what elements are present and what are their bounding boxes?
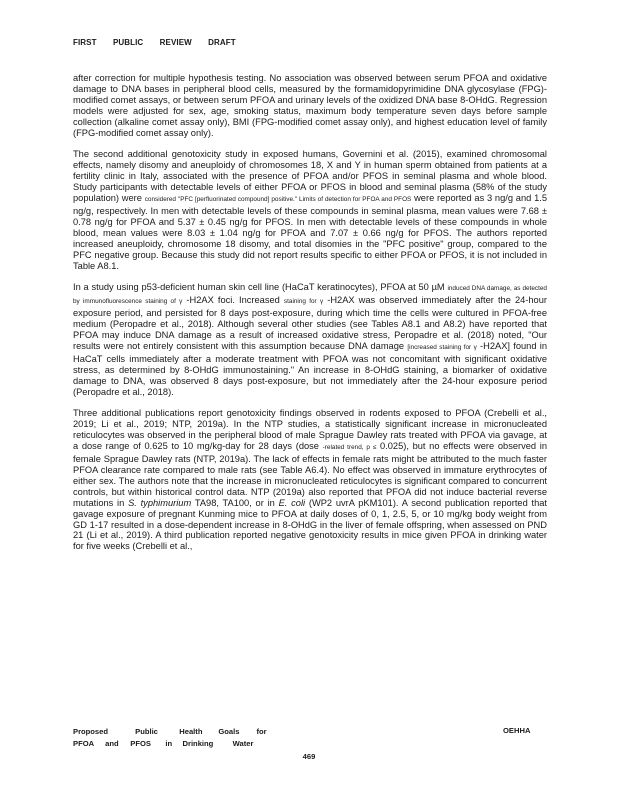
footer-document-title: Proposed Public Health Goals for PFOA and PFOS in Drinking Water [73,727,267,748]
draft-header [73,38,250,47]
species-name: S. typhimurium [128,497,192,508]
header-word: REVIEW [159,38,192,47]
small-inline-text: staining for γ [283,298,324,306]
document-body [73,73,547,563]
header-word: FIRST [73,38,97,47]
paragraph-governini-study: The second additional genotoxicity study in exposed humans, Governini et al. (2015), examined chromosomal effects, namely disomy and aneuploidy of chromosomes 18, X and Y in human sperm obtained from patients at a fertility clinic in Italy, associated with the presence of PFOA and/or PFOS in seminal plasma and whole blood. Study participants with detectable levels of either PFOA or PFOS in blood and seminal plasma (58% of the study population) were considered "PFC [perfluorinated compound] positive." Limits of detection for PFOA and PFOS were reported as 3 ng/g and 1.5 ng/g, respectively. In men with detectable levels of these compounds in seminal plasma, mean values were 7.68 ± 0.78 ng/g for PFOA and 5.37 ± 0.45 ng/g for PFOS. In men with detectable levels of these compounds in whole blood, mean values were 8.03 ± 1.04 ng/g for PFOA and 7.07 ± 0.66 ng/g for PFOS. The authors reported increased aneuploidy, chromosome 18 disomy, and total disomies in the "PFC positive" group, compared to the PFC negative group. Because this study did not report results specific to either PFOA or PFOS, it is not included in Table A8.1. [73,149,547,271]
header-word: DRAFT [208,38,236,47]
paragraph-rodent-studies: Three additional publications report genotoxicity findings observed in rodents exposed to PFOA (Crebelli et al., 2019; Li et al., 2019; NTP, 2019a). In the NTP studies, a statistically significant increase in micronucleated reticulocytes was observed in the peripheral blood of male Sprague Dawley rats treated with PFOA via gavage, at a dose range of 0.625 to 10 mg/kg-day for 28 days (dose -related trend, p ≤ 0.025), but no effects were observed in female Sprague Dawley rats (NTP, 2019a). The lack of effects in female rats might be attributed to the much faster PFOA clearance rate compared to male rats (see Table A6.4). No effect was observed in immature erythrocytes of either sex. The authors note that the increase in micronucleated reticulocytes is significant compared to concurrent controls, but within historical control data. NTP (2019a) also reported that PFOA did not induce bacterial reverse mutations in S. typhimurium TA98, TA100, or in E. coli (WP2 uvrA pKM101). A second publication reported that gavage exposure of pregnant Kunming mice to PFOA at daily doses of 0, 1, 2.5, 5, or 10 mg/kg body weight from GD 1-17 resulted in a dose-dependent increase in 8-OHdG in the liver of female offspring, when assessed on PND 21 (Li et al., 2019). A third publication reported negative genotoxicity results in mice given PFOA in drinking water for five weeks (Crebelli et al., [73,408,548,552]
paragraph-association: after correction for multiple hypothesis testing. No association was observed between serum PFOA and oxidative damage to DNA bases in peripheral blood cells, measured by the formamidopyrimidine DNA glycosylase (FPG)-modified comet assays, or between serum PFOA and urinary levels of the oxidized DNA base 8-OHdG. Regression models were adjusted for sex, age, smoking status, maximum body temperature seven days before sample collection (alkaline comet assay only), BMI (FPG-modified comet assay only), and highest education level of family (FPG-modified comet assay only). [73,73,547,138]
paragraph-hacat-study: In a study using p53-deficient human skin cell line (HaCaT keratinocytes), PFOA at 50 µM induced DNA damage, as detected by immunofluorescence staining of γ -H2AX foci. Increased staining for γ -H2AX was observed immediately after the 24-hour exposure period, and persisted for 8 days post-exposure, during which time the cells were cultured in PFOA-free medium (Peropadre et al., 2018). Although several other studies (see Tables A8.1 and A8.2) have reported that PFOA may induce DNA damage as a result of increased oxidative stress, Peropadre et al. (2018) noted, "Our results were not entirely consistent with this assumption because DNA damage [increased staining for γ -H2AX] found in HaCaT cells immediately after a moderate treatment with PFOA was not concomitant with significant oxidative stress, as determined by 8-OHdG immunostaining." An increase in 8-OHdG staining, a biomarker of oxidative damage to DNA, was observed 8 days post-exposure, but not immediately after the 24-hour exposure period (Peropadre et al., 2018). [73,282,547,397]
small-inline-text: considered "PFC [perfluorinated compound] positive." Limits of detection for PFOA and PFOS [144,196,412,204]
species-name: E. coli [278,497,306,508]
page-number: 469 [302,752,316,761]
footer-agency: OEHHA [503,726,531,735]
header-word: PUBLIC [112,38,144,47]
small-inline-text: -related trend, p ≤ [322,444,377,452]
small-inline-text: [increased staining for γ [407,343,477,351]
small-inline-text: induced DNA damage, as detected by immunofluorescence staining of γ [73,285,547,306]
